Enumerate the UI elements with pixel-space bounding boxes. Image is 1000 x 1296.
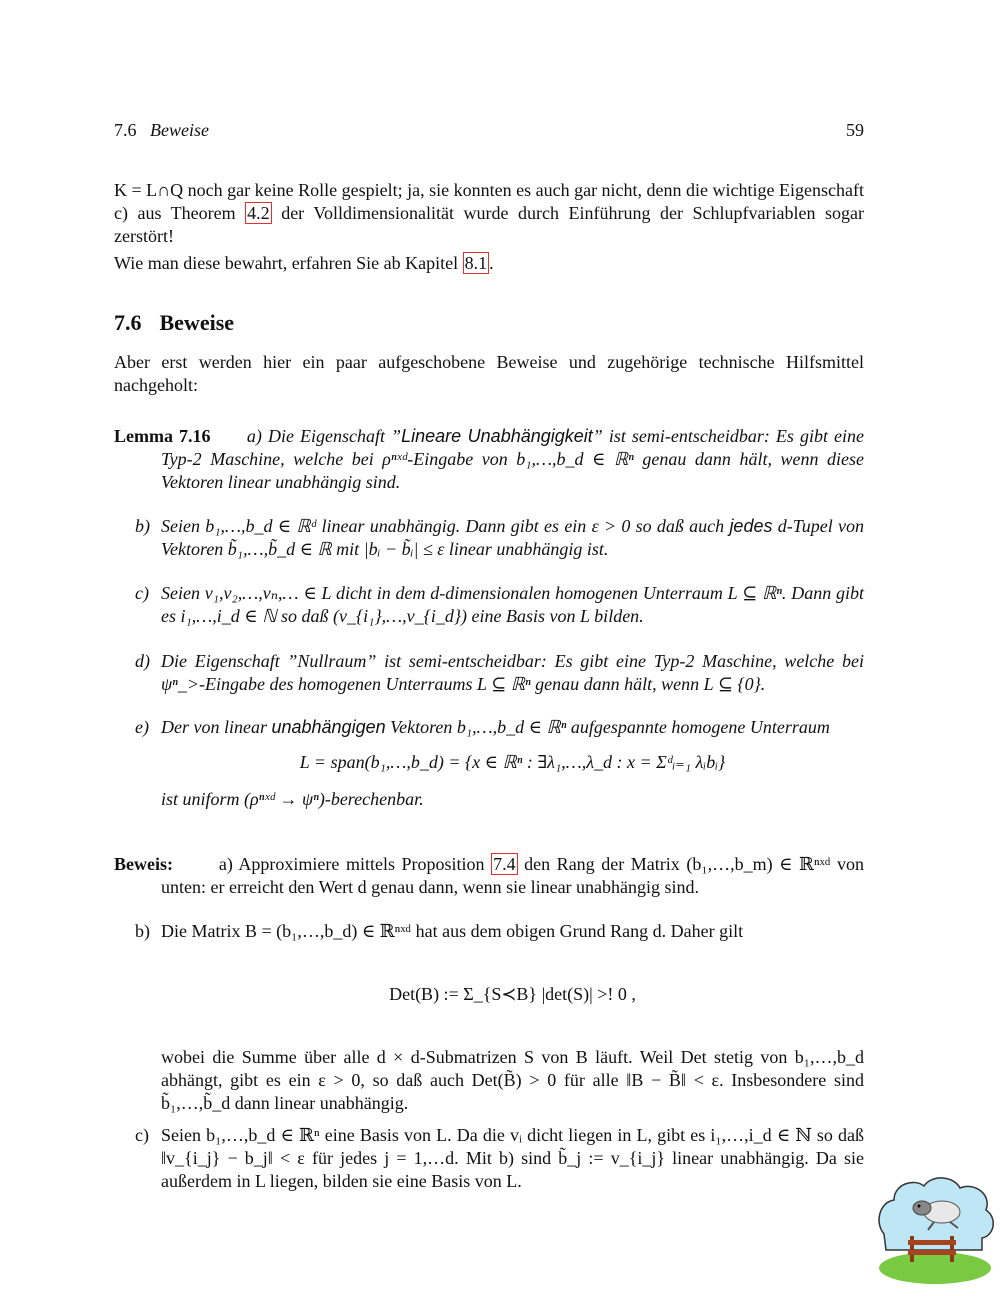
proof-a-label: a) [218,854,233,874]
sheep-cartoon-icon [872,1172,998,1290]
lemma-e-text-1: Der von linear [161,717,267,737]
proof-item-b [135,920,864,1115]
page-number: 59 [846,120,864,140]
proof-b-text-2: wobei die Summe über alle d × d-Submatrizen S von B läuft. Weil Det stetig von b₁,…,b_d abhängt, gibt es ein ε > 0, so daß auch Det(B̃) > 0 für alle ‖B − B̃‖ < ε. Insbesondere sind b̃₁,…,b̃_d dann linear unabhängig. [161,1047,864,1113]
lemma-b-label: b) [135,516,150,536]
section-number: 7.6 [114,310,142,335]
lemma-e-formula: L = span(b₁,…,b_d) = {x ∈ ℝⁿ : ∃λ₁,…,λ_d : x = Σᵈᵢ₌₁ λᵢbᵢ} [299,752,726,772]
lemma-item-a [114,425,864,494]
lemma-e-label: e) [135,717,149,737]
proof-c-label: c) [135,1125,149,1145]
header-section-number: 7.6 [114,120,137,140]
lemma-item-c [135,582,864,628]
intro-paragraph-2 [114,252,864,275]
lemma-item-e [135,716,864,811]
proof-b-label: b) [135,921,150,941]
lemma-e-text-3: ist uniform (ρⁿˣᵈ → ψⁿ)-berechenbar. [161,789,424,809]
lemma-c-label: c) [135,583,149,603]
proof-a-text-1: Approximiere mittels Proposition [238,854,485,874]
running-header [114,119,209,142]
intro-text-1: K = L∩Q noch gar keine Rolle gespielt; ja, sie konnten es auch gar nicht, denn die wichtige Eigenschaft c) aus Theorem [114,180,864,223]
lemma-c-text: Seien v₁,v₂,…,vₙ,… ∈ L dicht in dem d-dimensionalen homogenen Unterraum L ⊆ ℝⁿ. Dann gibt es i₁,…,i_d ∈ ℕ so daß (v_{i₁},…,v_{i_d}) eine Basis von L bilden. [161,583,864,626]
lemma-b-text-1: Seien b₁,…,b_d ∈ ℝᵈ linear unabhängig. Dann gibt es ein ε > 0 so daß auch [161,516,725,536]
proof-item-a [114,853,864,899]
header-section-title: Beweise [150,120,209,140]
proof-b-formula: Det(B) := Σ_{S≺B} |det(S)| >! 0 , [389,984,636,1004]
lemma-a-label: a) [246,426,262,446]
proof-label: Beweis: [114,854,173,874]
proof-b-text-1: Die Matrix B = (b₁,…,b_d) ∈ ℝⁿˣᵈ hat aus dem obigen Grund Rang d. Daher gilt [161,921,744,941]
chapter-reference-link[interactable]: 8.1 [464,253,488,273]
proof-c-text: Seien b₁,…,b_d ∈ ℝⁿ eine Basis von L. Da die vᵢ dicht liegen in L, gibt es i₁,…,i_d ∈ ℕ so daß ‖v_{i_j} − b_j‖ < ε für jedes j = 1,…d. Mit b) sind b̃_j := v_{i_j} linear unabhängig. Da sie außerdem in L liegen, bilden sie eine Basis von L. [161,1125,864,1191]
section-heading [114,311,252,334]
lemma-b-text-2: d-Tupel von Vektoren b̃₁,…,b̃_d ∈ ℝ mit |bᵢ − b̃ᵢ| ≤ ε linear unabhängig ist. [161,516,865,559]
proof-item-c [135,1124,864,1193]
theorem-reference-link[interactable]: 4.2 [247,203,270,223]
lemma-d-label: d) [135,651,150,671]
lemma-label: Lemma 7.16 [114,426,211,446]
lemma-d-text: Die Eigenschaft ”Nullraum” ist semi-entscheidbar: Es gibt eine Typ-2 Maschine, welche bei ψⁿ_>-Eingabe des homogenen Unterraums L ⊆ ℝⁿ genau dann hält, wenn L ⊆ {0}. [161,651,864,694]
intro-paragraph [114,179,864,248]
lemma-a-text-sans: Lineare Unabhängigkeit [401,426,593,446]
proposition-reference-link[interactable]: 7.4 [493,854,516,874]
section-intro: Aber erst werden hier ein paar aufgeschobene Beweise und zugehörige technische Hilfsmittel nachgeholt: [114,352,864,395]
section-title: Beweise [159,310,235,335]
lemma-e-text-sans: unabhängigen [271,717,386,737]
lemma-a-text-1: Die Eigenschaft ” [267,426,402,446]
lemma-b-text-sans: jedes [729,516,773,536]
lemma-item-d [135,650,864,696]
proof-a-text-2: den Rang der Matrix (b₁,…,b_m) ∈ ℝⁿˣᵈ von unten: er erreicht den Wert d genau dann, wenn sie linear unabhängig sind. [161,854,865,897]
intro-text-2: der Volldimensionalität wurde durch Einführung der Schlupfvariablen sogar zerstört! [114,203,864,246]
lemma-e-text-2: Vektoren b₁,…,b_d ∈ ℝⁿ aufgespannte homogene Unterraum [390,717,830,737]
lemma-item-b [135,515,864,561]
intro-text-4: . [489,253,494,273]
lemma-a-text-2: ” ist semi-entscheidbar: Es gibt eine Typ-2 Maschine, welche bei ρⁿˣᵈ-Eingabe von b₁,…,b_d ∈ ℝⁿ genau dann hält, wenn diese Vektoren linear unabhängig sind. [161,426,865,492]
intro-text-3: Wie man diese bewahrt, erfahren Sie ab Kapitel [114,253,459,273]
